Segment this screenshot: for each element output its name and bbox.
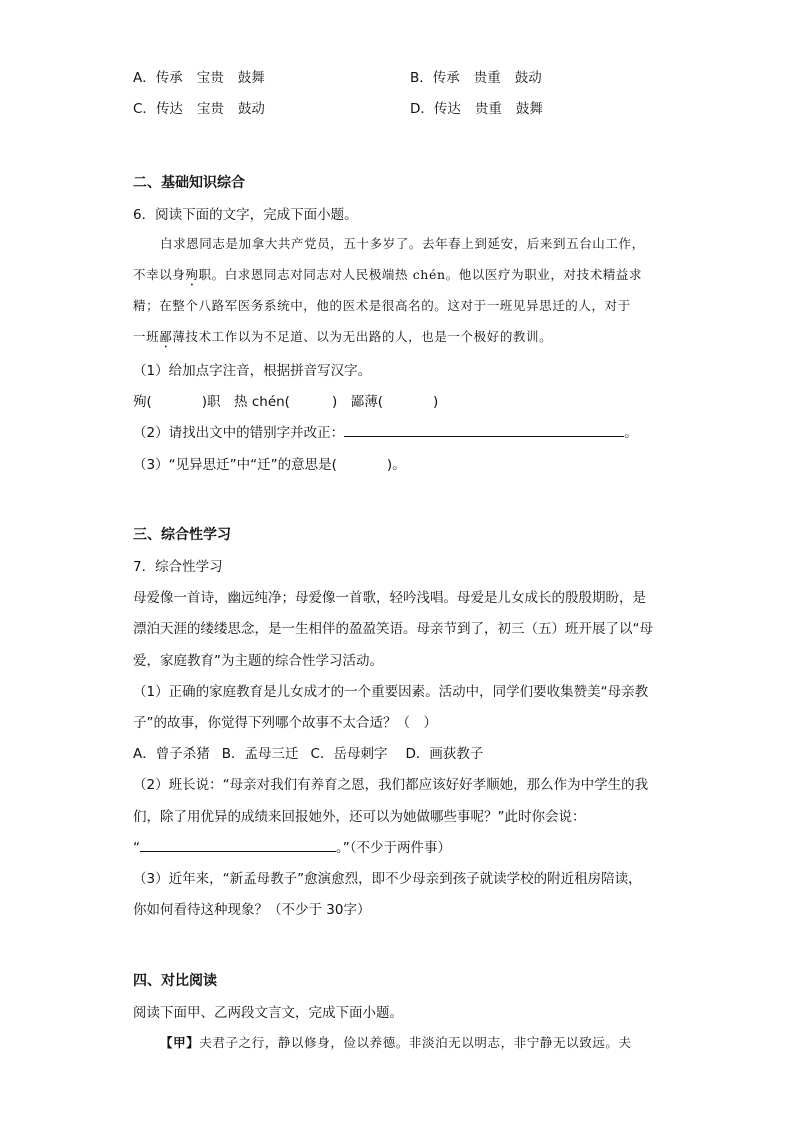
q7-intro-line-3: 爱，家庭教育”为主题的综合性学习活动。 [133, 653, 383, 669]
section-heading-comparative-reading: 四、对比阅读 [133, 973, 217, 989]
passage-line-1: 白求恩同志是加拿大共产党员，五十多岁了。去年春上到延安，后来到五台山工作， [160, 236, 645, 251]
option-d[interactable]: D．传达 贵重 鼓舞 [410, 101, 543, 117]
q7-option-b[interactable]: B．孟母三迁 [221, 746, 299, 762]
option-b[interactable]: B．传承 贵重 鼓动 [410, 70, 542, 86]
passage-line-4: 一班鄙薄技术工作以为不足道、以为无出路的人，也是一个极好的教训。 [133, 329, 553, 344]
section-heading-comprehensive-learning: 三、综合性学习 [133, 527, 231, 543]
q6-sub1-answer-line: 殉( )职 热 chén( ) 鄙薄( ) [133, 394, 439, 410]
q6-sub3: （3）“见异思迁”中“迁”的意思是( )。 [133, 457, 406, 473]
q7-sub3-line-1: （3）近年来，“新孟母教子”愈演愈烈，即不少母亲到孩子就读学校的附近租房陪读， [133, 871, 642, 887]
passage-line-2: 不幸以身殉职。白求恩同志对同志对人民极端热 chén。他以医疗为职业，对技术精益求 [133, 267, 643, 282]
section-heading-basic-knowledge: 二、基础知识综合 [133, 175, 245, 191]
q7-sub2-line-2: 们，除了用优异的成绩来回报她外，还可以为她做哪些事呢？”此时你会说： [133, 809, 586, 825]
q7-sub2-answer-blank[interactable] [140, 838, 336, 852]
q7-sub2-line-3: “ 。”（不少于两件事） [133, 840, 451, 856]
passage-line-3: 精；在整个八路军医务系统中，他的医术是很高名的。这对于一班见异思迁的人，对于 [133, 298, 631, 313]
q6-sub2: （2）请找出文中的错别字并改正： 。 [133, 425, 638, 441]
q7-sub2-line-1: （2）班长说：“母亲对我们有养育之恩，我们都应该好好孝顺她，那么作为中学生的我 [133, 777, 649, 793]
classical-text-jia: 【甲】夫君子之行，静以修身，俭以养德。非淡泊无以明志，非宁静无以致远。夫 [160, 1035, 632, 1050]
option-c[interactable]: C．传达 宝贵 鼓动 [133, 101, 265, 117]
option-a[interactable]: A．传承 宝贵 鼓舞 [133, 70, 265, 86]
q6-sub1: （1）给加点字注音，根据拼音写汉字。 [133, 363, 372, 379]
dotted-char-bi: 鄙 [159, 329, 173, 344]
q6-sub2-answer-blank[interactable] [344, 423, 624, 437]
q7-option-c[interactable]: C．岳母刺字 [310, 746, 388, 762]
dotted-char-xun: 殉 [185, 267, 199, 282]
q7-sub1-line-1: （1）正确的家庭教育是儿女成才的一个重要因素。活动中，同学们要收集赞美“母亲教 [133, 684, 649, 700]
q7-sub1-line-2: 子”的故事，你觉得下列哪个故事不太合适？（ ） [133, 715, 437, 731]
q7-stem: 7．综合性学习 [133, 559, 223, 575]
q7-options [133, 742, 483, 762]
q7-intro-line-1: 母爱像一首诗，幽远纯净；母爱像一首歌，轻吟浅唱。母爱是儿女成长的殷殷期盼，是 [133, 590, 646, 606]
section4-stem: 阅读下面甲、乙两段文言文，完成下面小题。 [133, 1005, 403, 1021]
q7-option-a[interactable]: A．曾子杀猪 [133, 746, 210, 762]
q7-option-d[interactable]: D．画荻教子 [405, 746, 484, 762]
q7-intro-line-2: 漂泊天涯的缕缕思念，是一生相伴的盈盈笑语。母亲节到了，初三（五）班开展了以“母 [133, 621, 653, 637]
q6-stem: 6．阅读下面的文字，完成下面小题。 [133, 207, 358, 223]
q7-sub3-line-2: 你如何看待这种现象？（不少于 30字） [133, 902, 371, 918]
